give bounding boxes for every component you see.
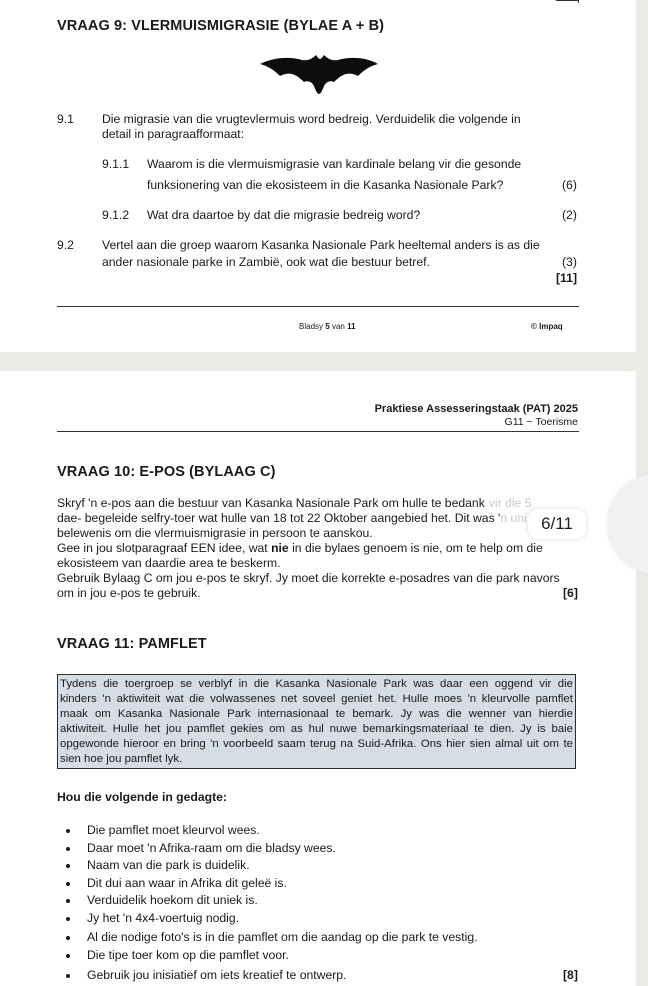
requirement-text: Dit dui aan waar in Afrika dit geleë is. xyxy=(87,876,287,890)
bullet-icon xyxy=(66,829,70,833)
scenario-word: voorbeeld xyxy=(223,738,274,751)
scenario-word: internasionaal xyxy=(257,708,329,721)
scenario-word: hier xyxy=(446,738,466,751)
scenario-word: kleurvolle xyxy=(481,693,530,706)
scenario-line xyxy=(60,707,573,722)
scenario-word: die xyxy=(557,678,573,690)
question-10-line-4-b: in die bylaes genoem is nie, om te help om die xyxy=(292,541,543,555)
scenario-word: soveel xyxy=(302,693,336,706)
bullet-icon xyxy=(66,864,70,868)
scenario-word: se xyxy=(180,678,193,690)
question-10-title: VRAAG 10: E-POS (BYLAAG C) xyxy=(57,464,276,480)
question-11-title: VRAAG 11: PAMFLET xyxy=(57,636,207,652)
scenario-word: bemark. xyxy=(352,708,394,721)
question-9-1-2-text: Wat dra daartoe by dat die migrasie bedreig word? xyxy=(147,208,421,222)
scenario-word: maak xyxy=(60,708,88,721)
scenario-word: kinders xyxy=(60,693,97,706)
scenario-word: nuwe xyxy=(329,723,357,736)
scenario-word: Ons xyxy=(420,738,442,751)
scenario-word: Jy xyxy=(400,708,412,721)
scenario-word: die xyxy=(189,693,205,706)
scenario-word: Park xyxy=(227,708,251,721)
question-9-1-1-mark: (6) xyxy=(562,178,577,192)
scenario-word: 'n xyxy=(210,738,219,751)
document-page-5 xyxy=(0,0,636,352)
requirement-text: Al die nodige foto's is in die pamflet om die aandag op die park te vestig. xyxy=(87,930,478,944)
scenario-word: as xyxy=(290,723,303,736)
scenario-word: Kasanka xyxy=(275,678,320,690)
scenario-word: die xyxy=(446,708,462,721)
scenario-word: om xyxy=(94,708,111,721)
scenario-word: Suid-Afrika. xyxy=(357,738,417,751)
scenario-word: verblyf xyxy=(198,678,233,690)
scenario-word: het xyxy=(144,723,161,736)
scenario-word: almal xyxy=(495,738,523,751)
scenario-word: aktiwiteit. xyxy=(60,723,107,736)
scenario-word: Hulle xyxy=(112,723,139,736)
footer-page-number xyxy=(299,322,356,331)
bullet-icon xyxy=(66,936,70,940)
scenario-word: Nasionale xyxy=(326,678,377,690)
question-11-mark: [8] xyxy=(563,968,578,982)
bullet-icon xyxy=(66,882,70,886)
question-9-1-text-line1: Die migrasie van die vrugtevlermuis word bedreig. Verduidelik die volgende in xyxy=(102,112,521,126)
scenario-word: vir xyxy=(539,678,552,690)
bat-icon xyxy=(258,52,380,94)
question-10-line-4-a: Gee in jou slotparagraaf EEN idee, wat xyxy=(57,541,268,555)
requirement-text: Die tipe toer kom op die pamflet voor. xyxy=(87,948,289,962)
scenario-line xyxy=(60,737,573,752)
footer-divider xyxy=(57,306,579,307)
scenario-word: dien. xyxy=(489,723,515,736)
question-10-faded-1: vir die 5 xyxy=(488,496,532,510)
question-9-1-2-number: 9.1.2 xyxy=(102,208,130,222)
scenario-word: aktiwiteit xyxy=(116,693,161,706)
scenario-word: gekies xyxy=(230,723,264,736)
page-header-title: Praktiese Assesseringstaak (PAT) 2025 xyxy=(374,403,578,415)
scenario-word: een xyxy=(469,678,489,690)
requirement-text: Verduidelik hoekom dit uniek is. xyxy=(87,893,258,907)
question-10-line-1 xyxy=(57,496,531,511)
scenario-word: Kasanka xyxy=(117,708,163,721)
scenario-word: wat xyxy=(165,693,184,706)
top-bracket-fragment xyxy=(556,0,579,3)
scenario-word: wenner xyxy=(468,708,507,721)
scenario-word: na xyxy=(340,738,354,751)
question-9-1-2-mark: (2) xyxy=(562,208,577,222)
question-9-1-1-text-line1: Waarom is die vlermuismigrasie van kardinale belang vir die gesonde xyxy=(147,157,522,171)
requirement-text: Jy het 'n 4x4-voertuig nodig. xyxy=(87,911,240,925)
header-divider xyxy=(57,431,579,432)
question-10-line-2 xyxy=(57,511,527,526)
question-9-1-text-line2: detail in paragraafformaat: xyxy=(102,127,245,141)
footer-page-total: 11 xyxy=(347,322,356,331)
scenario-word: Tydens xyxy=(60,678,97,690)
page-indicator-badge: 6/11 xyxy=(528,509,586,539)
scenario-word: jou xyxy=(166,723,182,736)
bullet-icon xyxy=(66,974,70,978)
scenario-word: oggend xyxy=(494,678,533,690)
scenario-line xyxy=(60,677,573,692)
question-9-2-mark: (3) xyxy=(562,255,577,269)
scenario-word: te xyxy=(474,723,484,736)
scenario-word: net xyxy=(281,693,297,706)
keep-in-mind-heading: Hou die volgende in gedagte: xyxy=(57,790,227,804)
scenario-word: was xyxy=(413,678,434,690)
question-9-2-text-line2: ander nasionale parke in Zambië, ook wat die bestuur betref. xyxy=(102,255,430,269)
question-10-line-7: om in jou e-pos te gebruik. xyxy=(57,586,201,600)
scenario-word: Park xyxy=(383,678,407,690)
footer-of-label: van xyxy=(331,322,345,331)
bullet-icon xyxy=(66,917,70,921)
question-10-line-3: belewenis om die vlermuismigrasie in persoon te aanskou. xyxy=(57,526,373,540)
scenario-word: te xyxy=(335,708,346,721)
question-9-1-1-number: 9.1.1 xyxy=(102,157,130,171)
question-9-2-text-line1: Vertel aan die groep waarom Kasanka Nasionale Park heeltemal anders is as die xyxy=(102,238,540,252)
scenario-word: toergroep xyxy=(124,678,174,690)
scenario-word: Nasionale xyxy=(169,708,221,721)
scenario-word: uit xyxy=(526,738,539,751)
scenario-word: baie xyxy=(551,723,573,736)
scenario-word: hierdie xyxy=(538,708,573,721)
bullet-icon xyxy=(66,847,70,851)
scenario-word: pamflet xyxy=(535,693,573,706)
scenario-box xyxy=(57,674,576,769)
footer-page-label: Bladsy xyxy=(299,322,324,331)
scenario-word: opgewonde xyxy=(60,738,119,751)
scenario-word: hieroor xyxy=(123,738,159,751)
scenario-word: 'n xyxy=(102,693,111,706)
scenario-word: bemarkingsmateriaal xyxy=(362,723,469,736)
question-10-line-2-text: dae- begeleide selfry-toer wat hulle van 18 tot 22 Oktober aangebied het. Dit was ' xyxy=(57,511,501,525)
scenario-word: van xyxy=(513,708,532,721)
scenario-line xyxy=(60,692,573,707)
scenario-word: pamflet xyxy=(187,723,225,736)
question-10-line-1-text: Skryf 'n e-pos aan die bestuur van Kasanka Nasionale Park om hulle te bedank xyxy=(57,496,485,510)
bullet-icon xyxy=(66,954,70,958)
scenario-line xyxy=(60,752,573,767)
question-10-mark: [6] xyxy=(563,586,578,600)
question-9-1-1-text-line2: funksionering van die ekosisteem in die Kasanka Nasionale Park? xyxy=(147,178,504,192)
scenario-word: bring xyxy=(180,738,206,751)
question-9-2-number: 9.2 xyxy=(57,238,74,252)
requirement-text: Gebruik jou inisiatief om iets kreatief te ontwerp. xyxy=(87,968,347,982)
question-10-line-4 xyxy=(57,541,543,556)
scenario-word: sien hoe jou pamflet lyk. xyxy=(60,753,183,766)
scenario-word: geniet xyxy=(341,693,373,706)
scenario-word: om xyxy=(269,723,285,736)
requirement-text: Die pamflet moet kleurvol wees. xyxy=(87,823,260,837)
page-header-subtitle: G11 ~ Toerisme xyxy=(504,416,578,428)
scenario-word: terug xyxy=(309,738,336,751)
scenario-line xyxy=(60,722,573,737)
requirement-text: Naam van die park is duidelik. xyxy=(87,858,250,872)
question-10-faded-2: n uni xyxy=(500,511,527,525)
scenario-word: en xyxy=(163,738,176,751)
footer-page-current: 5 xyxy=(325,322,330,331)
scenario-word: hul xyxy=(308,723,324,736)
question-9-1-number: 9.1 xyxy=(57,112,74,126)
bullet-icon xyxy=(66,899,70,903)
scenario-word: in xyxy=(238,678,248,690)
requirement-text: Daar moet 'n Afrika-raam om die bladsy wees. xyxy=(87,841,336,855)
scenario-word: is xyxy=(537,723,546,736)
scenario-word: daar xyxy=(440,678,463,690)
question-10-bold-word: nie xyxy=(271,541,289,555)
scenario-word: volwassenes xyxy=(210,693,276,706)
scenario-word: 'n xyxy=(467,693,477,706)
scenario-word: om xyxy=(543,738,559,751)
scenario-word: Jy xyxy=(520,723,532,736)
question-9-title: VRAAG 9: VLERMUISMIGRASIE (BYLAE A + B) xyxy=(57,18,385,34)
scenario-word: saam xyxy=(277,738,306,751)
footer-copyright: © Impaq xyxy=(531,322,563,331)
scenario-word: die xyxy=(253,678,270,690)
scenario-word: het. xyxy=(377,693,397,706)
question-10-line-5: ekosisteem van daardie area te beskerm. xyxy=(57,556,281,570)
scenario-word: moes xyxy=(434,693,462,706)
document-page-6 xyxy=(0,371,636,986)
scenario-word: die xyxy=(103,678,119,690)
question-10-line-6: Gebruik Bylaag C om jou e-pos te skryf. Jy moet die korrekte e-posadres van die park navors xyxy=(57,571,560,585)
question-9-total-mark: [11] xyxy=(556,271,578,285)
scenario-word: sien xyxy=(469,738,491,751)
scenario-word: was xyxy=(419,708,440,721)
scenario-word: te xyxy=(563,738,573,751)
scenario-word: Hulle xyxy=(402,693,429,706)
